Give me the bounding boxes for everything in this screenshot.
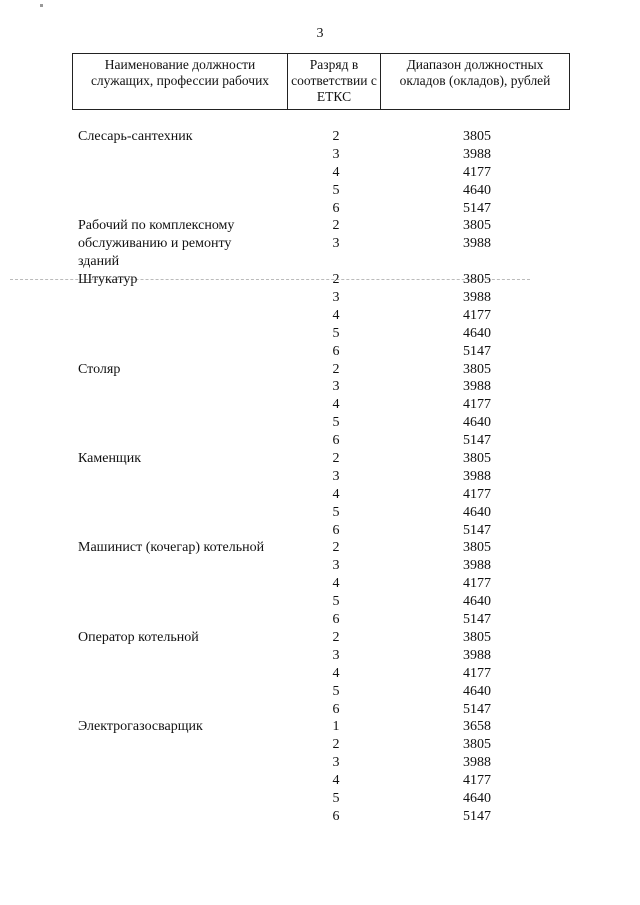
- grade-cell: 1: [332, 719, 340, 735]
- table-row: [0, 343, 640, 361]
- salary-cell: 3805: [463, 272, 491, 288]
- grade-cell: 5: [332, 182, 340, 198]
- salary-cell: 3805: [463, 451, 491, 467]
- position-name: Штукатур: [78, 272, 138, 288]
- grade-cell: 6: [332, 701, 340, 717]
- table-row: [0, 718, 640, 736]
- salary-cell: 5147: [463, 200, 491, 216]
- table-row: [0, 307, 640, 325]
- table-row: [0, 808, 640, 826]
- salary-cell: 3988: [463, 558, 491, 574]
- salary-cell: 5147: [463, 701, 491, 717]
- salary-cell: 3988: [463, 146, 491, 162]
- table-row: [0, 486, 640, 504]
- table-row: [0, 289, 640, 307]
- grade-cell: 2: [332, 629, 340, 645]
- table-row: [0, 539, 640, 557]
- table-row: [0, 647, 640, 665]
- salary-cell: 5147: [463, 808, 491, 824]
- salary-cell: 4640: [463, 790, 491, 806]
- grade-cell: 6: [332, 522, 340, 538]
- grade-cell: 3: [332, 379, 340, 395]
- grade-cell: 6: [332, 433, 340, 449]
- table-row: [0, 432, 640, 450]
- salary-cell: 4177: [463, 665, 491, 681]
- grade-cell: 4: [332, 397, 340, 413]
- salary-cell: 5147: [463, 522, 491, 538]
- table-row: [0, 575, 640, 593]
- table-row: [0, 235, 640, 253]
- table-row: [0, 736, 640, 754]
- salary-cell: 3805: [463, 129, 491, 144]
- grade-cell: 4: [332, 576, 340, 592]
- table-row: [0, 200, 640, 218]
- grade-cell: 2: [332, 540, 340, 556]
- grade-cell: 2: [332, 272, 340, 288]
- salary-cell: 5147: [463, 612, 491, 628]
- salary-cell: 4640: [463, 504, 491, 520]
- table-row: [0, 683, 640, 701]
- table-row: [0, 217, 640, 235]
- grade-cell: 2: [332, 129, 340, 144]
- table-row: [0, 361, 640, 379]
- salary-cell: 3988: [463, 236, 491, 252]
- salary-cell: 3658: [463, 719, 491, 735]
- salary-cell: 4177: [463, 576, 491, 592]
- salary-cell: 3988: [463, 647, 491, 663]
- table-row: [0, 629, 640, 647]
- table-row: [0, 790, 640, 808]
- table-row: [0, 557, 640, 575]
- grade-cell: 6: [332, 612, 340, 628]
- grade-cell: 2: [332, 361, 340, 377]
- header-salary-range: Диапазон должностных окладов (окладов), рублей: [381, 54, 570, 110]
- grade-cell: 3: [332, 468, 340, 484]
- salary-cell: 4177: [463, 397, 491, 413]
- table-row: [0, 522, 640, 540]
- salary-cell: 4177: [463, 164, 491, 180]
- table-row: [0, 754, 640, 772]
- salary-cell: 4640: [463, 594, 491, 610]
- grade-cell: 4: [332, 486, 340, 502]
- grade-cell: 4: [332, 665, 340, 681]
- table-row: [0, 378, 640, 396]
- table-header: [72, 53, 570, 110]
- grade-cell: 2: [332, 737, 340, 753]
- grade-cell: 3: [332, 647, 340, 663]
- header-position-name: Наименование должности служащих, профессии рабочих: [73, 54, 288, 110]
- page-number: 3: [316, 26, 324, 41]
- grade-cell: 5: [332, 594, 340, 610]
- grade-cell: 4: [332, 773, 340, 789]
- salary-cell: 3805: [463, 218, 491, 234]
- salary-cell: 3988: [463, 755, 491, 771]
- table-row: [0, 271, 640, 289]
- position-name: Столяр: [78, 361, 121, 377]
- grade-cell: 3: [332, 290, 340, 306]
- salary-cell: 3988: [463, 290, 491, 306]
- grade-cell: 4: [332, 164, 340, 180]
- table-row: [0, 182, 640, 200]
- salary-cell: 5147: [463, 343, 491, 359]
- grade-cell: 5: [332, 790, 340, 806]
- salary-cell: 4177: [463, 773, 491, 789]
- position-name: Каменщик: [78, 451, 142, 467]
- position-name: обслуживанию и ремонту: [78, 236, 232, 252]
- grade-cell: 5: [332, 504, 340, 520]
- header-grade: Разряд в соответствии с ЕТКС: [288, 54, 381, 110]
- salary-cell: 4640: [463, 683, 491, 699]
- grade-cell: 5: [332, 325, 340, 341]
- salary-cell: 3988: [463, 468, 491, 484]
- table-row: [0, 396, 640, 414]
- salary-cell: 3805: [463, 629, 491, 645]
- grade-cell: 3: [332, 146, 340, 162]
- salary-cell: 3805: [463, 737, 491, 753]
- grade-cell: 5: [332, 415, 340, 431]
- salary-cell: 4177: [463, 307, 491, 323]
- table-row: [0, 468, 640, 486]
- salary-cell: 4640: [463, 325, 491, 341]
- position-name: Электрогазосварщик: [78, 719, 203, 735]
- salary-cell: 3805: [463, 361, 491, 377]
- position-name: Машинист (кочегар) котельной: [78, 540, 265, 556]
- table-row: [0, 325, 640, 343]
- grade-cell: 6: [332, 200, 340, 216]
- salary-cell: 5147: [463, 433, 491, 449]
- table-row: [0, 611, 640, 629]
- table-row: [0, 450, 640, 468]
- table-row: [0, 146, 640, 164]
- salary-cell: 4177: [463, 486, 491, 502]
- grade-cell: 2: [332, 451, 340, 467]
- table-row: [0, 593, 640, 611]
- table-row: [0, 701, 640, 719]
- grade-cell: 4: [332, 307, 340, 323]
- table-row: [0, 128, 640, 146]
- grade-cell: 3: [332, 558, 340, 574]
- table-row: [0, 414, 640, 432]
- table-row: [0, 504, 640, 522]
- salary-cell: 3805: [463, 540, 491, 556]
- table-row: [0, 164, 640, 182]
- table-row: [0, 253, 640, 271]
- grade-cell: 6: [332, 343, 340, 359]
- position-name: Слесарь-сантехник: [78, 129, 193, 144]
- table-row: [0, 665, 640, 683]
- scan-speck: [40, 4, 43, 7]
- table-row: [0, 772, 640, 790]
- salary-cell: 4640: [463, 415, 491, 431]
- grade-cell: 6: [332, 808, 340, 824]
- grade-cell: 3: [332, 755, 340, 771]
- grade-cell: 5: [332, 683, 340, 699]
- position-name: Оператор котельной: [78, 629, 199, 645]
- position-name: Рабочий по комплексному: [78, 218, 235, 234]
- table-body: [0, 128, 640, 826]
- salary-cell: 3988: [463, 379, 491, 395]
- position-name: зданий: [78, 254, 120, 270]
- salary-cell: 4640: [463, 182, 491, 198]
- grade-cell: 2: [332, 218, 340, 234]
- grade-cell: 3: [332, 236, 340, 252]
